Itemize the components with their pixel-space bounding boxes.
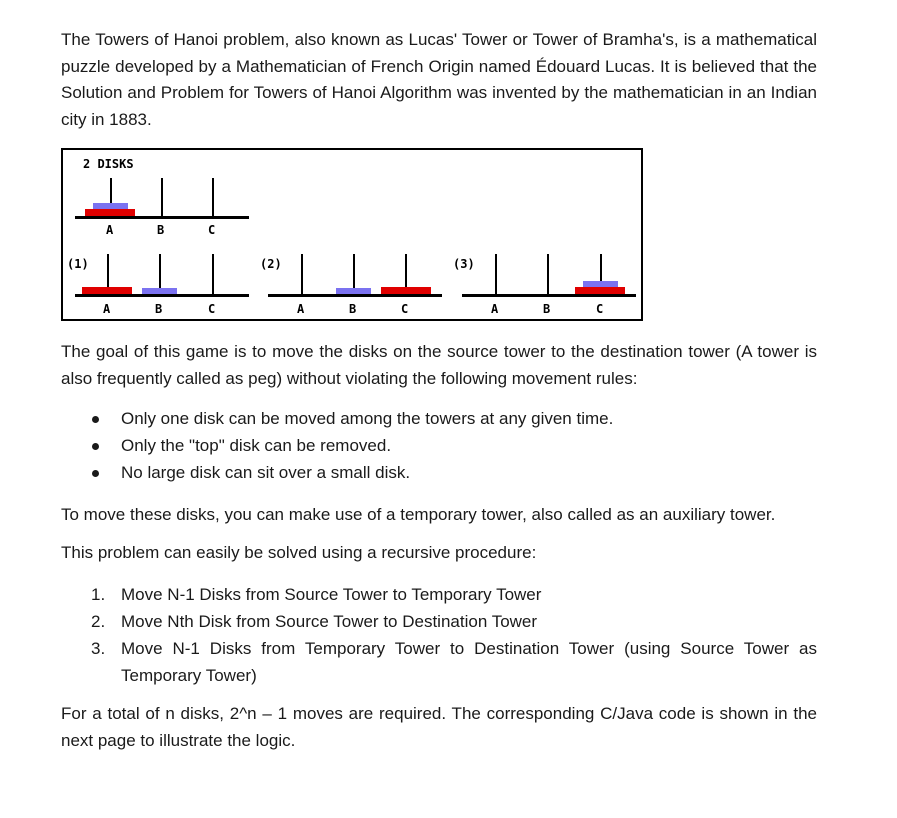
conclusion-paragraph: For a total of n disks, 2^n – 1 moves are required. The corresponding C/Java code is shown in the next page to illustrate the logic. [61,704,817,750]
temporary-tower-paragraph: To move these disks, you can make use of a temporary tower, also called as an auxiliary tower. [61,505,776,524]
large-disk [85,209,135,216]
base-line [75,216,249,219]
peg-a [301,254,303,294]
goal-paragraph: The goal of this game is to move the disks on the source tower to the destination tower (A tower is also frequently called as peg) without violating the following movement rules: [61,342,817,388]
step-label-1: (1) [67,257,89,271]
step-label-3: (3) [453,257,475,271]
list-item [61,635,817,689]
step-2-state [260,254,442,316]
step-text: Move N-1 Disks from Temporary Tower to Destination Tower (using Source Tower as Temporary Tower) [121,639,817,685]
step-1-state [67,254,249,316]
step-number: 2. [91,612,106,631]
list-item [61,608,817,635]
small-disk [336,288,371,294]
step-text: Move Nth Disk from Source Tower to Destination Tower [121,612,538,631]
tower-label-b: B [349,302,357,316]
large-disk [575,287,625,294]
tower-label-a: A [491,302,499,316]
tower-label-c: C [401,302,409,316]
tower-label-c: C [596,302,604,316]
peg-b [161,178,163,216]
step-number: 1. [91,585,106,604]
small-disk [583,281,618,287]
tower-label-c: C [208,223,216,237]
peg-a [495,254,497,294]
tower-label-a: A [103,302,111,316]
base-line [268,294,442,297]
list-item [61,432,817,459]
towers-diagram [63,150,641,319]
rule-text: Only the "top" disk can be removed. [121,436,392,455]
step-number: 3. [91,639,106,658]
tower-label-b: B [155,302,163,316]
list-item [61,405,817,432]
movement-rules-list [61,405,817,486]
initial-state [75,178,249,237]
base-line [462,294,636,297]
bullet-icon [92,470,99,477]
rule-text: Only one disk can be moved among the towers at any given time. [121,409,614,428]
recursive-steps-list [61,581,817,689]
tower-label-a: A [297,302,305,316]
figure-title: 2 DISKS [83,157,134,171]
small-disk [93,203,128,209]
peg-c [212,254,214,294]
recursive-intro-paragraph: This problem can easily be solved using a recursive procedure: [61,543,537,562]
base-line [75,294,249,297]
step-3-state [453,254,636,316]
tower-label-c: C [208,302,216,316]
tower-label-b: B [543,302,551,316]
peg-c [212,178,214,216]
rule-text: No large disk can sit over a small disk. [121,463,411,482]
large-disk [381,287,431,294]
step-label-2: (2) [260,257,282,271]
tower-label-b: B [157,223,165,237]
bullet-icon [92,443,99,450]
towers-of-hanoi-figure [61,148,643,321]
large-disk [82,287,132,294]
bullet-icon [92,416,99,423]
intro-paragraph: The Towers of Hanoi problem, also known as Lucas' Tower or Tower of Bramha's, is a mathematical puzzle developed by a Mathematician of French Origin named Édouard Lucas. It is believed that the Solution and Problem for Towers of Hanoi Algorithm was invented by the mathematician in an Indian city in 1883. [61,30,817,129]
peg-b [547,254,549,294]
step-text: Move N-1 Disks from Source Tower to Temporary Tower [121,585,542,604]
list-item [61,459,817,486]
small-disk [142,288,177,294]
list-item [61,581,817,608]
tower-label-a: A [106,223,114,237]
